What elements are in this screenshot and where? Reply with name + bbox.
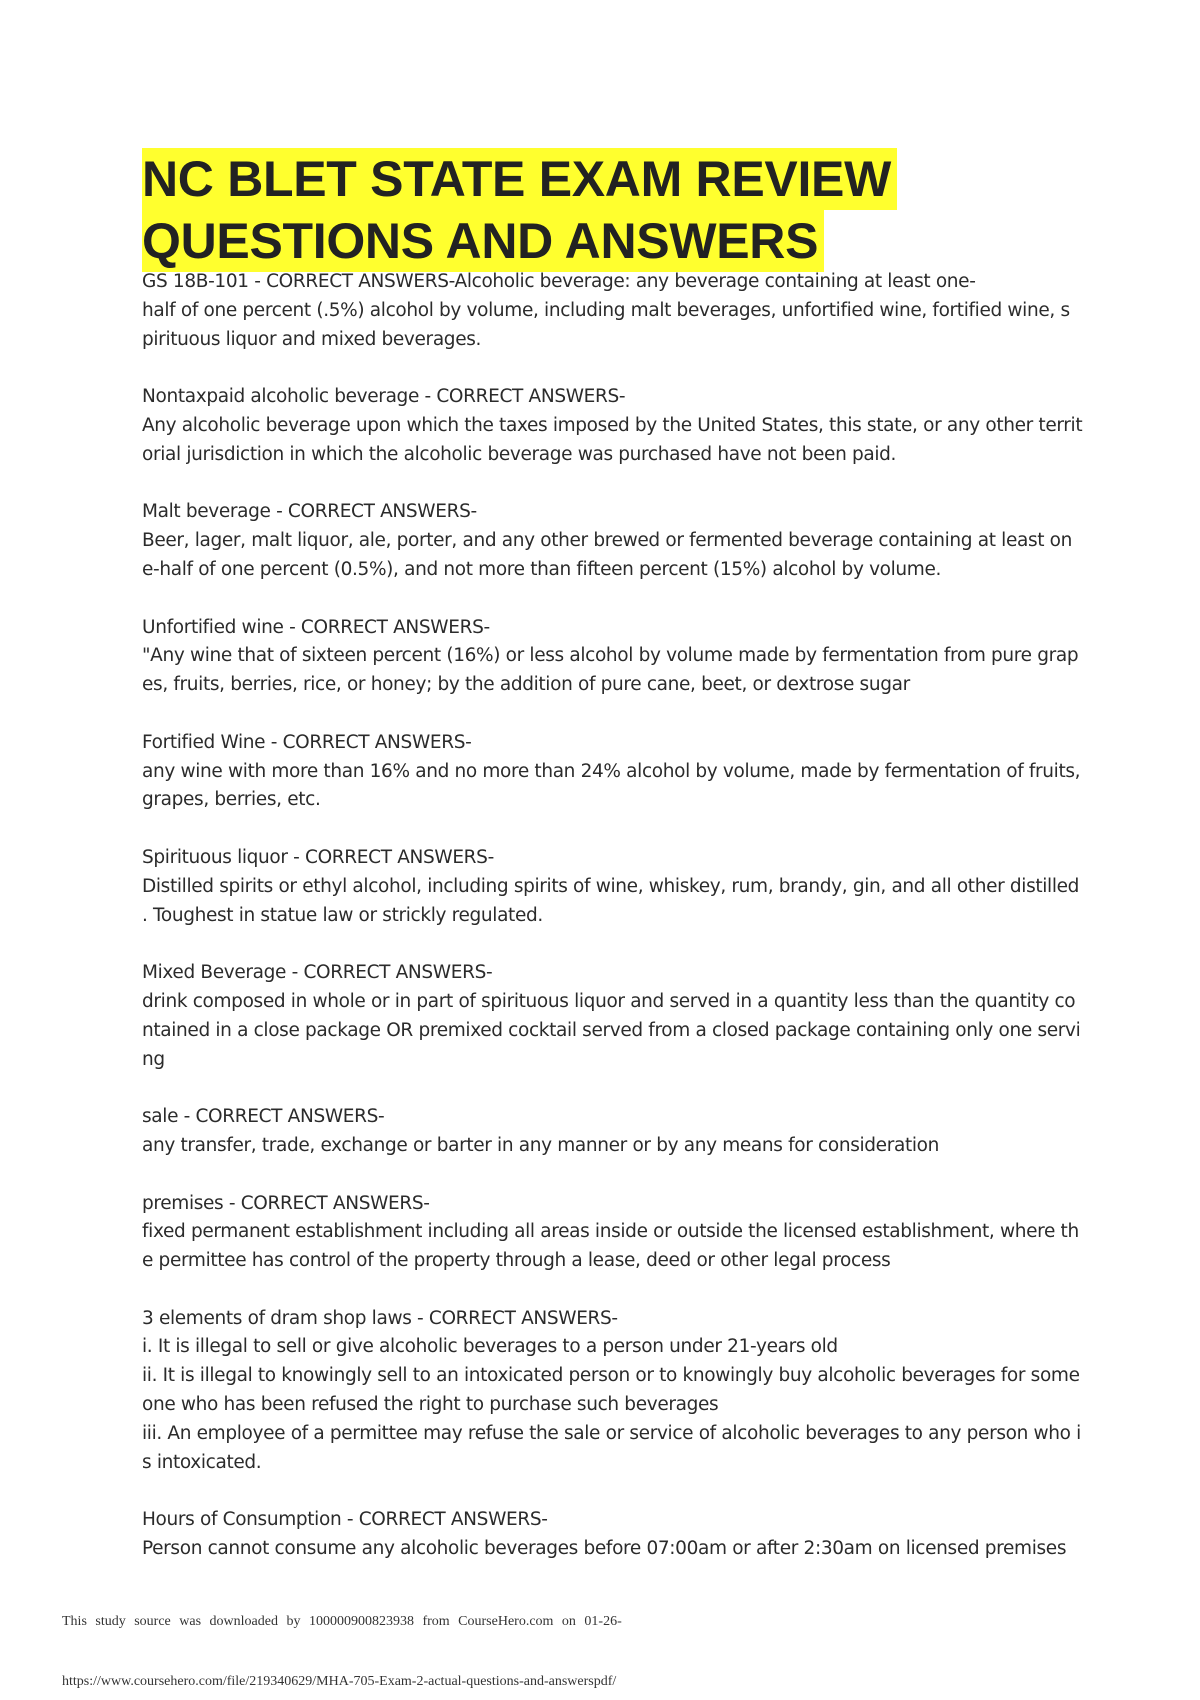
document-body	[142, 268, 1083, 1593]
qa-answer-line: any wine with more than 16% and no more than 24% alcohol by volume, made by fermentation of fruits,	[142, 760, 1081, 782]
qa-term-line: sale - CORRECT ANSWERS-	[142, 1106, 385, 1128]
qa-entry	[142, 498, 1073, 584]
qa-answer-line: one who has been refused the right to purchase such beverages	[142, 1394, 719, 1416]
qa-entry	[142, 1103, 1068, 1161]
qa-term-line: Malt beverage - CORRECT ANSWERS-	[142, 501, 477, 523]
qa-answer-line: e permittee has control of the property through a lease, deed or other legal process	[142, 1250, 891, 1272]
qa-term-line: 3 elements of dram shop laws - CORRECT ANSWERS-	[142, 1307, 618, 1329]
qa-entry	[142, 614, 1079, 700]
source-url[interactable]: https://www.coursehero.com/file/219340629/MHA-705-Exam-2-actual-questions-and-answerspdf/	[62, 1674, 617, 1689]
qa-answer-line: "Any wine that of sixteen percent (16%) or less alcohol by volume made by fermentation from pure grap	[142, 645, 1079, 667]
qa-term-line: Nontaxpaid alcoholic beverage - CORRECT ANSWERS-	[142, 386, 626, 408]
qa-answer-line: drink composed in whole or in part of spirituous liquor and served in a quantity less than the quantity co	[142, 990, 1076, 1012]
qa-answer-line: ntained in a close package OR premixed cocktail served from a closed package containing only one servi	[142, 1019, 1081, 1041]
qa-term-line: Hours of Consumption - CORRECT ANSWERS-	[142, 1509, 548, 1531]
title-line-1: NC BLET STATE EXAM REVIEW	[142, 148, 897, 210]
qa-answer-line: Distilled spirits or ethyl alcohol, including spirits of wine, whiskey, rum, brandy, gin, and all other distilled	[142, 875, 1080, 897]
qa-answer-line: grapes, berries, etc.	[142, 789, 321, 811]
qa-answer-line: e-half of one percent (0.5%), and not more than fifteen percent (15%) alcohol by volume.	[142, 558, 942, 580]
download-source-note: This study source was downloaded by 100000900823938 from CourseHero.com on 01-26-	[62, 1614, 622, 1629]
qa-answer-line: half of one percent (.5%) alcohol by volume, including malt beverages, unfortified wine, fortified wine, s	[142, 299, 1070, 321]
qa-entry	[142, 1305, 1081, 1478]
qa-entry	[142, 844, 1080, 930]
qa-answer-line: . Toughest in statue law or strickly regulated.	[142, 904, 543, 926]
qa-answer-line: fixed permanent establishment including all areas inside or outside the licensed establishment, where th	[142, 1221, 1079, 1243]
qa-answer-line: pirituous liquor and mixed beverages.	[142, 328, 482, 350]
qa-answer-line: iii. An employee of a permittee may refuse the sale or service of alcoholic beverages to any person who i	[142, 1422, 1081, 1444]
qa-entry	[142, 959, 1081, 1074]
title-line-2: QUESTIONS AND ANSWERS	[142, 210, 824, 272]
qa-answer-line: ii. It is illegal to knowingly sell to an intoxicated person or to knowingly buy alcoholic beverages for some	[142, 1365, 1080, 1387]
qa-answer-line: es, fruits, berries, rice, or honey; by the addition of pure cane, beet, or dextrose sugar	[142, 674, 910, 696]
qa-term-line: GS 18B-101 - CORRECT ANSWERS-Alcoholic beverage: any beverage containing at least one-	[142, 271, 976, 292]
qa-term-line: Mixed Beverage - CORRECT ANSWERS-	[142, 962, 493, 984]
qa-term-line: Fortified Wine - CORRECT ANSWERS-	[142, 731, 472, 753]
qa-term-line: Unfortified wine - CORRECT ANSWERS-	[142, 616, 490, 638]
page-title	[142, 148, 897, 272]
qa-answer-line: i. It is illegal to sell or give alcoholic beverages to a person under 21-years old	[142, 1336, 838, 1358]
qa-entry	[142, 383, 1083, 469]
qa-entry	[142, 268, 1068, 354]
qa-entry	[142, 729, 1081, 815]
qa-answer-line: ng	[142, 1048, 165, 1070]
qa-answer-line: Beer, lager, malt liquor, ale, porter, and any other brewed or fermented beverage containing at least on	[142, 530, 1073, 552]
qa-answer-line: any transfer, trade, exchange or barter in any manner or by any means for consideration	[142, 1134, 939, 1156]
qa-answer-line: Person cannot consume any alcoholic beverages before 07:00am or after 2:30am on licensed premises	[142, 1538, 1067, 1560]
qa-answer-line: Any alcoholic beverage upon which the taxes imposed by the United States, this state, or any other territ	[142, 414, 1083, 436]
qa-entry	[142, 1506, 1068, 1564]
qa-term-line: Spirituous liquor - CORRECT ANSWERS-	[142, 846, 494, 868]
qa-term-line: premises - CORRECT ANSWERS-	[142, 1192, 430, 1214]
qa-answer-line: s intoxicated.	[142, 1451, 262, 1473]
qa-entry	[142, 1190, 1079, 1276]
qa-answer-line: orial jurisdiction in which the alcoholic beverage was purchased have not been paid.	[142, 443, 897, 465]
